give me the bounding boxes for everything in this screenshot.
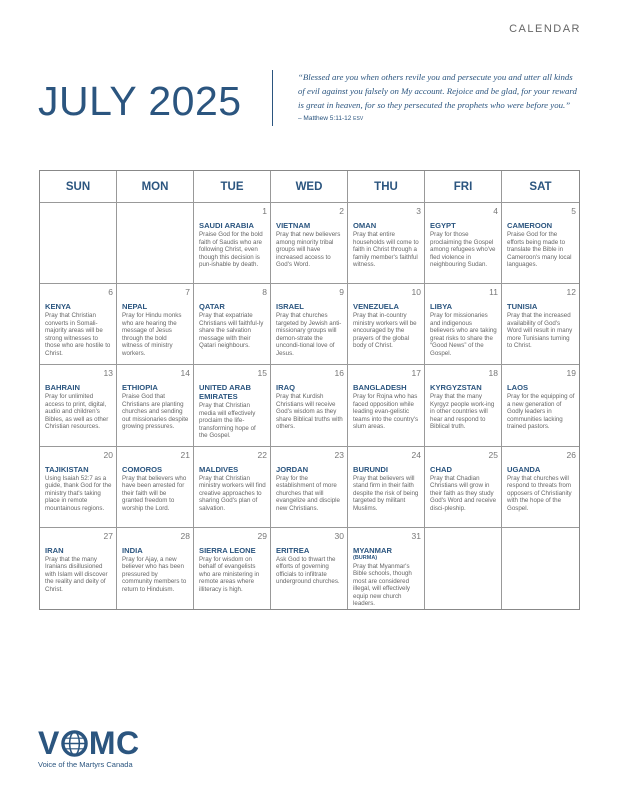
prayer-text: Pray that Christian media will effectively proclaim the life-transforming hope of the Gospel. [199, 402, 256, 440]
prayer-text: Praise God for the bold faith of Saudis who are following Christ, even though this decision is pun-ishable by death. [199, 231, 263, 268]
day-number: 1 [262, 206, 267, 216]
prayer-text: Pray that believers will stand firm in their faith despite the risk of being targeted by militant Muslims. [353, 474, 419, 512]
scripture-quote: “Blessed are you when others revile you and persecute you and utter all kinds of evil against you falsely on My account. Rejoice and be glad, for your reward is great in heaven, for so they persecuted the prophets who were before you.” [298, 72, 577, 110]
day-number: 25 [488, 449, 498, 460]
day-cell-8 [194, 284, 271, 365]
day-cell-25 [425, 447, 502, 528]
month-title: JULY 2025 [38, 78, 242, 124]
prayer-text: Pray for Ajay, a new believer who has been pressured by community members to return to Hinduism. [122, 555, 187, 593]
country-name: BAHRAIN [45, 383, 81, 393]
reference-text: – Matthew 5:11-12 [298, 115, 352, 122]
day-cell-17 [348, 365, 425, 446]
day-cell-14 [117, 365, 194, 446]
day-cell-15 [194, 365, 271, 446]
country-name: SAUDI ARABIA [199, 221, 254, 230]
day-number: 7 [185, 287, 190, 298]
country-name: EGYPT [430, 221, 456, 230]
weekday-fri: FRI [425, 171, 502, 203]
prayer-text: Pray for Hindu monks who are hearing the message of Jesus through the bold witness of ministry workers. [122, 312, 182, 357]
calendar-grid [39, 170, 580, 610]
country-name: KYRGYZSTAN [430, 383, 482, 393]
prayer-text: Pray that churches targeted by Jewish anti-missionary groups will demon-strate the uncondi-tional love of Jesus. [276, 312, 342, 357]
day-number: 4 [493, 206, 498, 216]
country-name: IRAQ [276, 383, 295, 393]
prayer-text: Pray that the increased availability of God's Word will result in many more Tunisians turning to Christ. [507, 312, 573, 350]
country-name: LAOS [507, 383, 529, 393]
prayer-text: Pray that entire households will come to faith in Christ through a family member's faithful witness. [353, 231, 419, 268]
country-name: TUNISIA [507, 302, 538, 312]
prayer-text: Pray that in-country ministry workers will be encouraged by the prayers of the global body of Christ. [353, 312, 417, 350]
weekday-sun: SUN [40, 171, 117, 203]
globe-icon [61, 730, 88, 757]
prayer-text: Pray that Christian converts in Somali-majority areas will be strong witnesses to those who are hostile to Christ. [45, 312, 111, 357]
empty-day-cell [425, 528, 502, 609]
prayer-text: Pray for wisdom on behalf of evangelists who are ministering in remote areas where illiteracy is high. [199, 555, 260, 593]
logo-letters-mc: MC [88, 725, 140, 761]
day-cell-30 [271, 528, 348, 609]
prayer-text: Pray that Chadian Christians will grow in their faith as they study God's Word and receive disci-pleship. [430, 474, 497, 512]
day-number: 5 [571, 206, 576, 216]
day-cell-22 [194, 447, 271, 528]
country-name: JORDAN [276, 464, 309, 474]
prayer-text: Pray that churches will respond to threats from opposers of Christianity with the hope of the Gospel. [507, 474, 572, 512]
day-cell-16 [271, 365, 348, 446]
weekday-wed: WED [271, 171, 348, 203]
day-number: 2 [339, 206, 344, 216]
country-name: KENYA [45, 302, 71, 312]
country-name: VENEZUELA [353, 302, 399, 312]
day-cell-19 [502, 365, 579, 446]
prayer-text: Ask God to thwart the efforts of governing officials to infiltrate underground churches. [276, 555, 340, 586]
day-cell-31 [348, 528, 425, 609]
day-number: 10 [411, 287, 421, 298]
country-name: MYANMAR [353, 545, 392, 555]
day-cell-11 [425, 284, 502, 365]
empty-day-cell [40, 203, 117, 284]
day-number: 26 [566, 449, 576, 460]
day-number: 14 [180, 368, 190, 379]
prayer-text: Pray for missionaries and indigenous believers who are taking great risks to share the “Good News” of the Gospel. [430, 312, 497, 357]
country-name: LIBYA [430, 302, 453, 312]
day-cell-10 [348, 284, 425, 365]
day-number: 28 [180, 530, 190, 541]
day-cell-7 [117, 284, 194, 365]
day-number: 20 [103, 449, 113, 460]
day-number: 24 [411, 449, 421, 460]
country-name: OMAN [353, 221, 377, 230]
prayer-text: Pray that believers who have been arrested for their faith will be granted freedom to worship the Lord. [122, 474, 187, 512]
country-name: BANGLADESH [353, 383, 407, 393]
day-cell-18 [425, 365, 502, 446]
day-cell-3 [348, 203, 425, 284]
country-name: ISRAEL [276, 302, 304, 312]
day-cell-23 [271, 447, 348, 528]
day-cell-9 [271, 284, 348, 365]
prayer-text: Pray for Rojna who has faced opposition while leading evan-gelistic teams into the country's slum areas. [353, 393, 419, 431]
prayer-text: Praise God that Christians are planting churches and sending out missionaries despite growing pressures. [122, 393, 189, 431]
logo-letter-v: V [38, 725, 60, 761]
calendar-label: CALENDAR [509, 23, 581, 35]
day-cell-28 [117, 528, 194, 609]
day-number: 3 [416, 206, 421, 216]
prayer-text: Pray that Myanmar's Bible schools, though most are considered illegal, will effectively equip new church leaders. [353, 562, 412, 608]
day-cell-2 [271, 203, 348, 284]
day-number: 9 [339, 287, 344, 298]
day-number: 12 [566, 287, 576, 298]
prayer-text: Pray that the many Iranians disillusioned with Islam will discover the reality and deity of Christ. [45, 555, 108, 593]
empty-day-cell [117, 203, 194, 284]
country-name: TAJIKISTAN [45, 464, 89, 474]
day-number: 17 [411, 368, 421, 379]
country-name: UNITED ARAB EMIRATES [199, 383, 252, 402]
prayer-text: Pray that Kurdish Christians will receive God's wisdom as they share Biblical truths with others. [276, 393, 343, 431]
country-name: QATAR [199, 302, 225, 312]
day-cell-26 [502, 447, 579, 528]
prayer-text: Praise God for the efforts being made to translate the Bible in Cameroon's many local languages. [507, 231, 572, 268]
day-cell-12 [502, 284, 579, 365]
prayer-text: Pray that Christian ministry workers will find creative approaches to sharing God's plan of salvation. [199, 474, 266, 512]
country-name: ETHIOPIA [122, 383, 158, 393]
day-cell-21 [117, 447, 194, 528]
day-number: 13 [103, 368, 113, 379]
country-name: IRAN [45, 545, 64, 555]
prayer-text: Using Isaiah 52:7 as a guide, thank God for the ministry that's taking place in remote mountainous regions. [45, 474, 112, 512]
header-divider [272, 70, 273, 126]
day-cell-27 [40, 528, 117, 609]
day-cell-1 [194, 203, 271, 284]
country-name: CAMEROON [507, 221, 553, 230]
day-number: 31 [411, 530, 421, 541]
bible-version: ESV [353, 116, 364, 122]
day-number: 16 [334, 368, 344, 379]
day-number: 23 [334, 449, 344, 460]
prayer-text: Pray for unlimited access to print, digital, audio and children's Bibles, as well as other Christian resources. [45, 393, 109, 431]
day-cell-6 [40, 284, 117, 365]
org-name: Voice of the Martyrs Canada [38, 760, 133, 769]
country-name: VIETNAM [276, 221, 311, 230]
day-cell-29 [194, 528, 271, 609]
day-cell-20 [40, 447, 117, 528]
prayer-text: Pray for those proclaiming the Gospel among refugees who've fled violence in neighbouring Sudan. [430, 231, 496, 268]
day-number: 29 [257, 530, 267, 541]
vomc-logo [38, 727, 140, 769]
day-number: 11 [489, 287, 498, 298]
country-name: UGANDA [507, 464, 541, 474]
prayer-text: Pray for the equipping of a new generation of Godly leaders in communities lacking trained pastors. [507, 393, 575, 431]
prayer-text: Pray that the many Kyrgyz people work-ing in other countries will hear and respond to Biblical truth. [430, 393, 495, 431]
logo-wordmark [38, 727, 140, 759]
country-name: ERITREA [276, 545, 310, 555]
day-number: 21 [180, 449, 190, 460]
prayer-text: Pray that expatriate Christians will faithful-ly share the salvation message with their Qatari neighbours. [199, 312, 264, 350]
scripture-reference [298, 115, 363, 122]
country-name: INDIA [122, 545, 143, 555]
weekday-tue: TUE [194, 171, 271, 203]
day-number: 15 [257, 368, 267, 379]
day-number: 22 [257, 449, 267, 460]
day-cell-5 [502, 203, 579, 284]
country-name: CHAD [430, 464, 452, 474]
day-cell-13 [40, 365, 117, 446]
country-name: MALDIVES [199, 464, 239, 474]
country-name: SIERRA LEONE [199, 545, 256, 555]
day-number: 18 [488, 368, 498, 379]
weekday-sat: SAT [502, 171, 579, 203]
day-number: 27 [103, 530, 113, 541]
country-name: BURUNDI [353, 464, 389, 474]
prayer-text: Pray for the establishment of more churches that will evangelize and disciple new Christians. [276, 474, 340, 512]
day-cell-4 [425, 203, 502, 284]
day-number: 6 [108, 287, 113, 298]
day-number: 19 [566, 368, 576, 379]
country-subtitle: (BURMA) [353, 554, 378, 561]
weekday-mon: MON [117, 171, 194, 203]
day-cell-24 [348, 447, 425, 528]
weekday-thu: THU [348, 171, 425, 203]
prayer-text: Pray that new believers among minority tribal groups will have increased access to God's Word. [276, 231, 341, 268]
country-name: NEPAL [122, 302, 148, 312]
country-name: COMOROS [122, 464, 163, 474]
day-number: 8 [262, 287, 267, 298]
day-number: 30 [334, 530, 344, 541]
empty-day-cell [502, 528, 579, 609]
